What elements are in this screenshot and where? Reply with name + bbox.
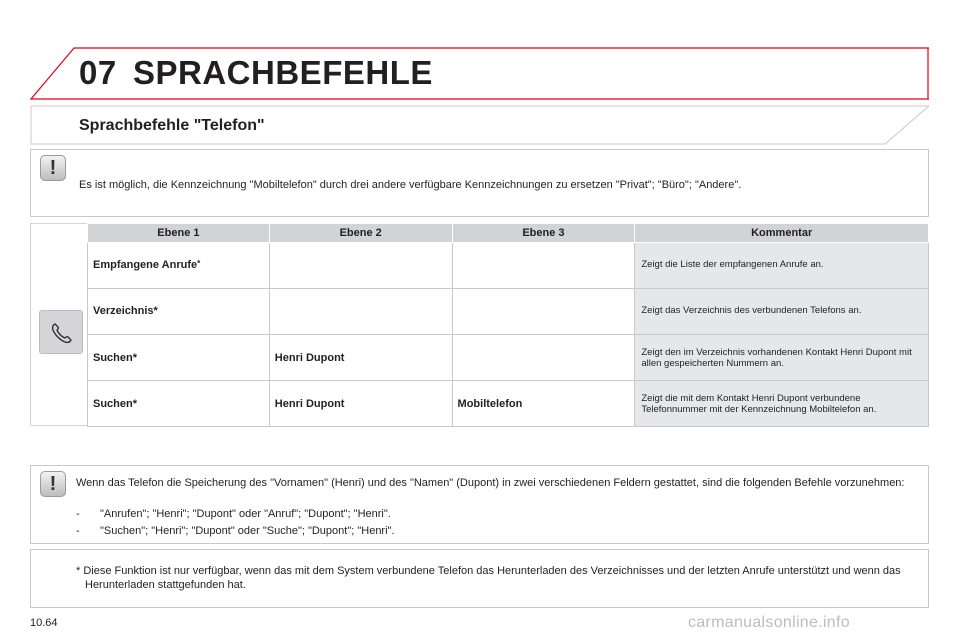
table-category-cell [30,223,88,426]
info-note-intro: Wenn das Telefon die Speicherung des "Vornamen" (Henri) und des "Namen" (Dupont) in zwei verschiedenen Feldern gestattet, sind die folgenden Befehle vorzunehmen: [76,477,905,489]
list-item [76,524,916,538]
list-item [76,507,916,521]
phone-handset-glyph [49,320,75,346]
info-note-name-fields [30,465,929,544]
cell-level-2: Henri Dupont [269,381,452,427]
column-header-level-1: Ebene 1 [88,224,270,243]
cell-level-1: Suchen* [88,381,270,427]
cell-level-1: Verzeichnis* [88,289,270,335]
page-number: 10.64 [30,617,58,629]
list-bullet: - [76,525,80,537]
table-row [88,289,929,335]
chapter-title: SPRACHBEFEHLE [133,54,433,91]
list-bullet: - [76,508,80,520]
table-row [88,381,929,427]
cell-comment: Zeigt den im Verzeichnis vorhandenen Kontakt Henri Dupont mit allen gespeicherten Nummern an. [635,335,929,381]
footnote-box [30,549,929,608]
voice-command-table-wrapper [30,223,929,426]
chapter-number: 07 [79,54,117,91]
cell-level-1-text: Empfangene Anrufe [93,258,198,271]
section-title: Sprachbefehle "Telefon" [79,117,265,134]
phone-handset-icon [39,310,83,354]
voice-command-table [87,223,929,427]
cell-level-3: Mobiltelefon [452,381,635,427]
cell-comment: Zeigt die Liste der empfangenen Anrufe an. [635,243,929,289]
info-note-text: Es ist möglich, die Kennzeichnung "Mobiltelefon" durch drei andere verfügbare Kennzeichnungen zu ersetzen "Privat"; "Büro"; "Andere". [79,179,742,191]
footnote-text: * Diese Funktion ist nur verfügbar, wenn das mit dem System verbundene Telefon das Herunterladen des Verzeichnisses und der letzten Anrufe unterstützt und wenn das Herunterladen stattgefunden hat. [76,565,901,591]
table-row [88,335,929,381]
cell-comment: Zeigt das Verzeichnis des verbundenen Telefons an. [635,289,929,335]
info-note-label-replacement [30,149,929,217]
table-header-row [88,224,929,243]
cell-level-2 [269,243,452,289]
list-item-text: "Suchen"; "Henri"; "Dupont" oder "Suche"; "Dupont"; "Henri". [100,525,395,537]
cell-level-3 [452,335,635,381]
column-header-level-3: Ebene 3 [452,224,635,243]
cell-level-1: Suchen* [88,335,270,381]
table-row [88,243,929,289]
cell-level-2 [269,289,452,335]
list-item-text: "Anrufen"; "Henri"; "Dupont" oder "Anruf"; "Dupont"; "Henri". [100,508,391,520]
column-header-level-2: Ebene 2 [269,224,452,243]
cell-level-2: Henri Dupont [269,335,452,381]
warning-exclamation-icon: ! [40,471,66,497]
watermark-text: carmanualsonline.info [688,614,850,631]
cell-level-3 [452,243,635,289]
footnote-mark: * [197,258,201,268]
cell-comment: Zeigt die mit dem Kontakt Henri Dupont verbundene Telefonnummer mit der Kennzeichnung Mobiltelefon an. [635,381,929,427]
warning-exclamation-icon: ! [40,155,66,181]
cell-level-1 [88,243,270,289]
column-header-comment: Kommentar [635,224,929,243]
cell-level-3 [452,289,635,335]
